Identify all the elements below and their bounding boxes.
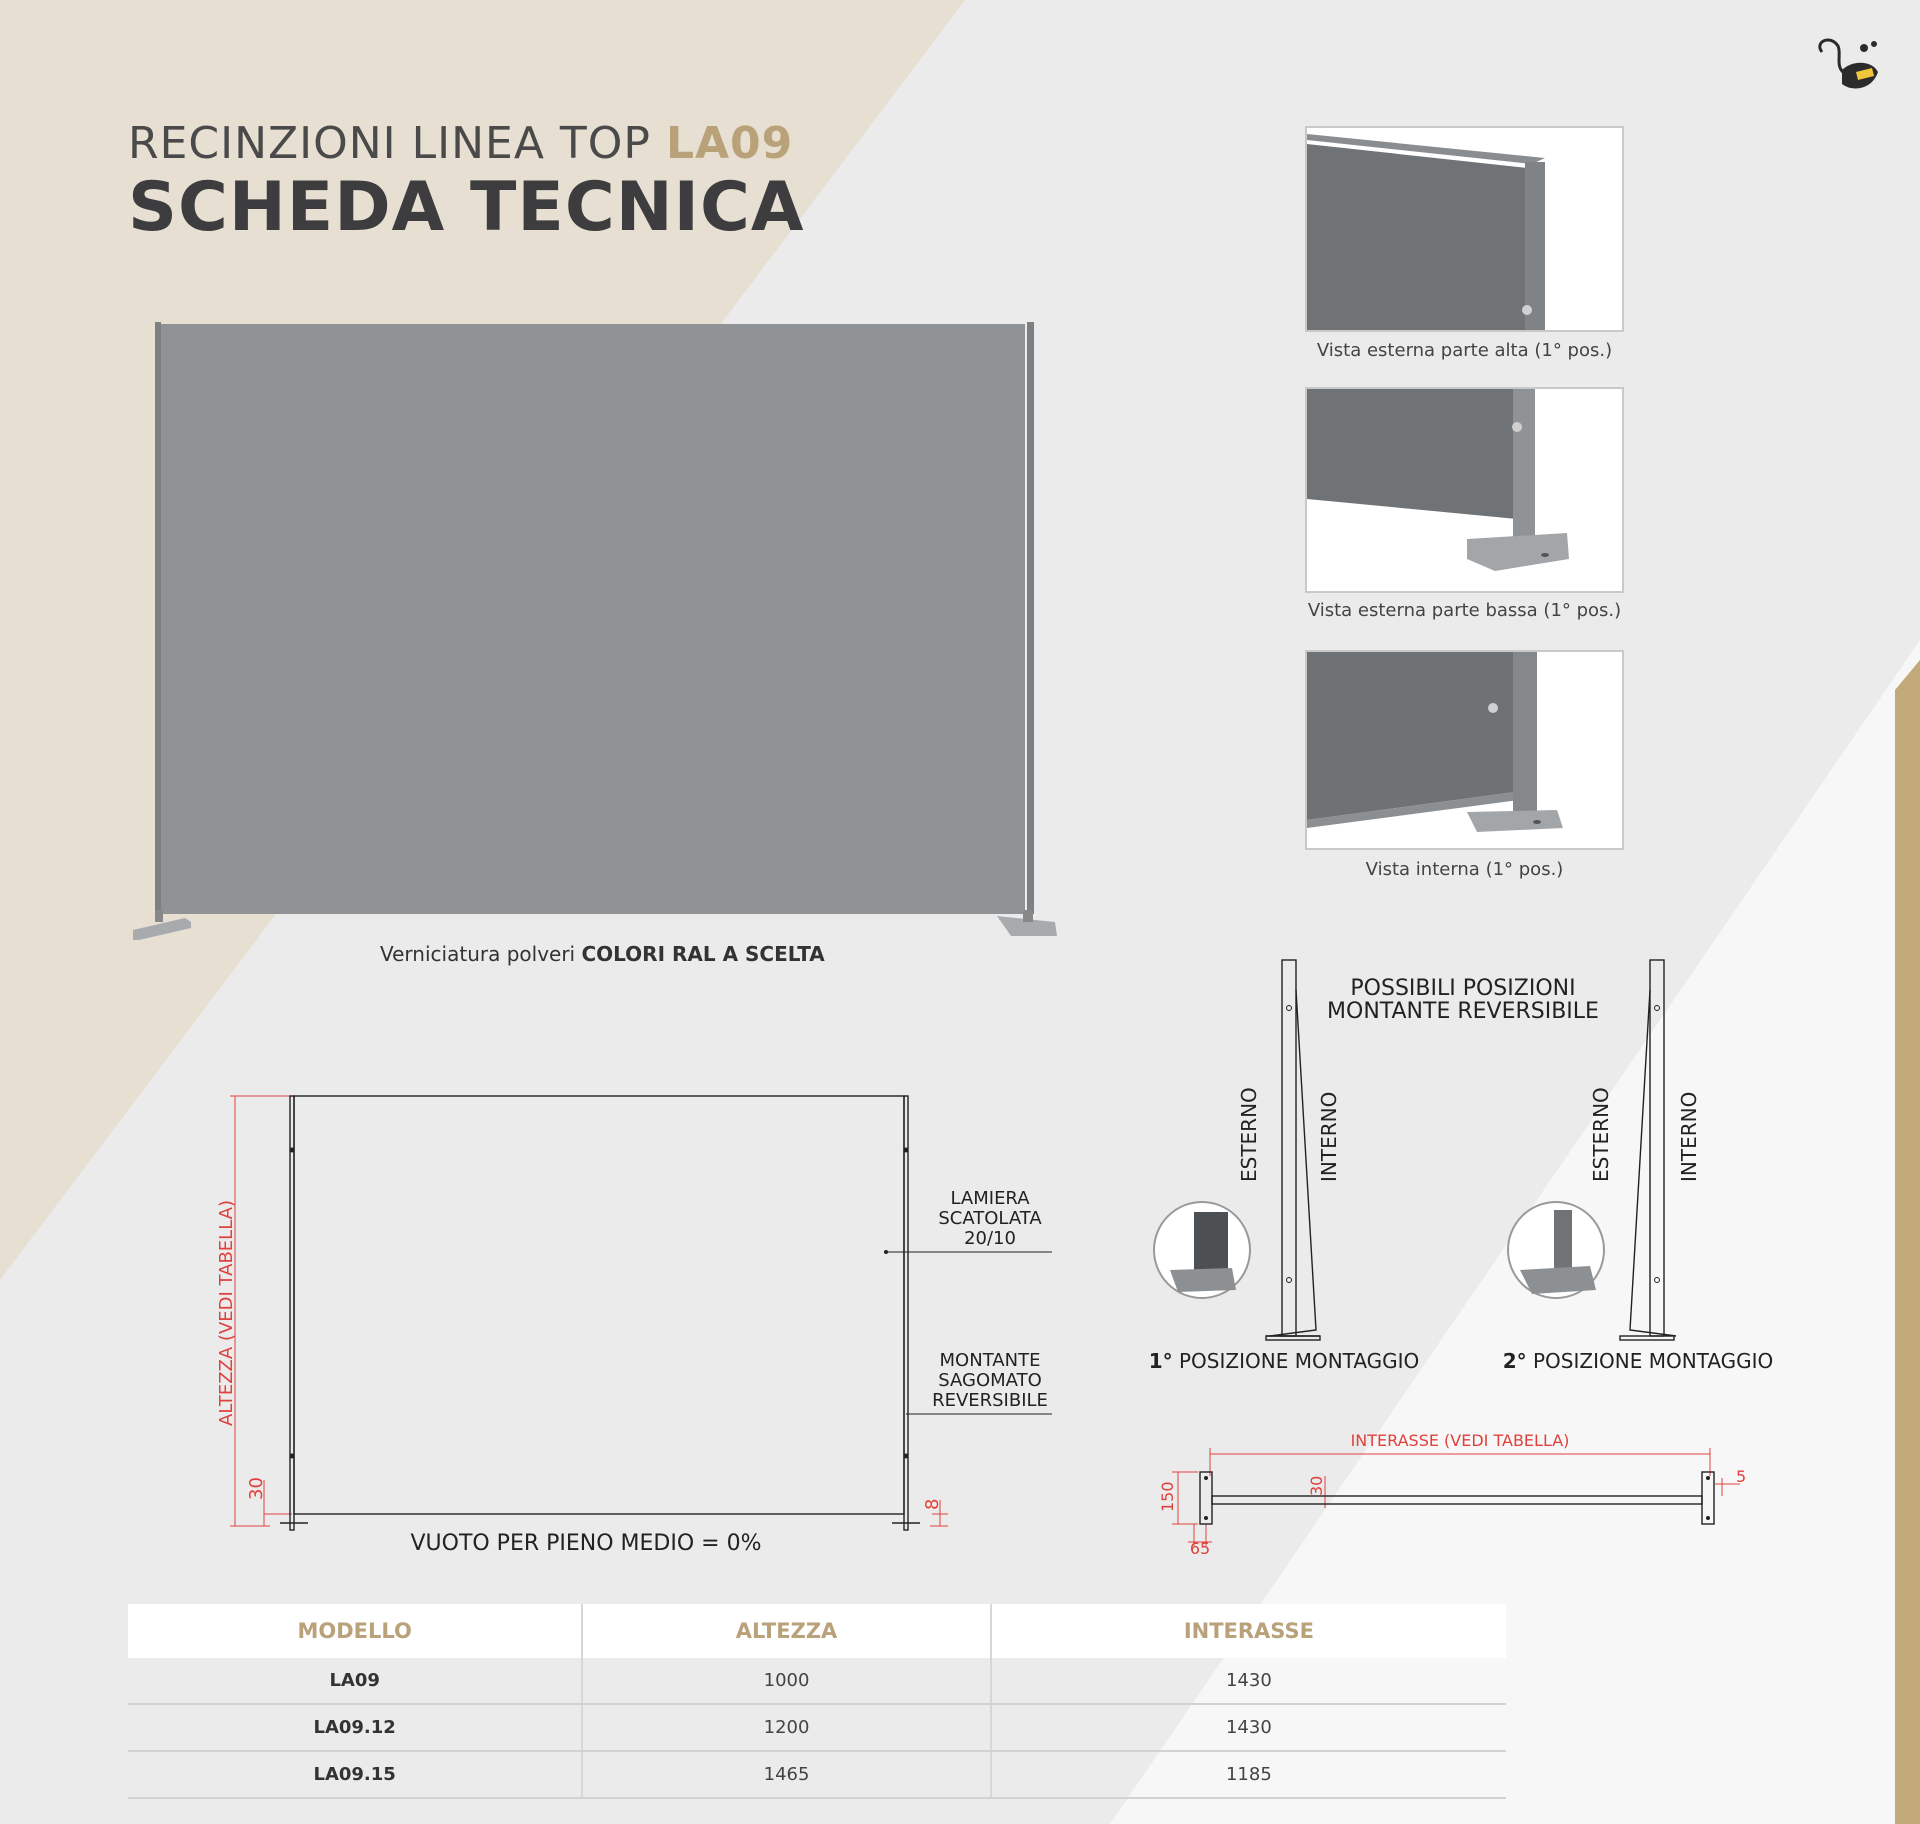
table-row (128, 1751, 1506, 1798)
position-2-text: POSIZIONE MONTAGGIO (1526, 1349, 1774, 1373)
interno-label-2: INTERNO (1677, 1091, 1701, 1182)
cell-spacing: 1430 (991, 1704, 1506, 1751)
dim-30-label: 30 (246, 1477, 267, 1500)
plan-dim-65: 65 (1189, 1539, 1211, 1558)
finish-colors: COLORI RAL A SCELTA (581, 942, 825, 966)
interno-label-1: INTERNO (1317, 1091, 1341, 1182)
col-altezza: ALTEZZA (582, 1604, 990, 1658)
cell-height: 1465 (582, 1751, 990, 1798)
plan-dim-150: 150 (1158, 1481, 1177, 1512)
height-dimension-label: ALTEZZA (VEDI TABELLA) (216, 1200, 237, 1426)
table-header-row (128, 1604, 1506, 1658)
finish-prefix: Verniciatura polveri (380, 942, 582, 966)
sheet-label-3: 20/10 (964, 1228, 1016, 1249)
fence-render (125, 318, 1060, 943)
view-bottom-image (1305, 387, 1624, 593)
table-row (128, 1704, 1506, 1751)
title-code: LA09 (665, 118, 794, 169)
position-1-label (1149, 1349, 1420, 1373)
post-label-2: SAGOMATO (938, 1370, 1042, 1391)
title-line (128, 118, 793, 169)
cell-height: 1200 (582, 1704, 990, 1751)
positions-title-1: POSSIBILI POSIZIONI (1350, 976, 1576, 1001)
esterno-label-1: ESTERNO (1237, 1087, 1261, 1182)
post-label-1: MONTANTE (939, 1350, 1041, 1371)
view-internal-caption: Vista interna (1° pos.) (1365, 859, 1564, 880)
cell-spacing: 1430 (991, 1658, 1506, 1704)
position-1-text: POSIZIONE MONTAGGIO (1172, 1349, 1420, 1373)
cell-height: 1000 (582, 1658, 990, 1704)
finish-caption (380, 942, 825, 966)
plan-dim-30: 30 (1307, 1475, 1326, 1496)
elevation-drawing (200, 1080, 1060, 1560)
cell-model: LA09 (128, 1658, 582, 1704)
post-label-3: REVERSIBILE (932, 1390, 1048, 1411)
positions-title-2: MONTANTE REVERSIBILE (1327, 999, 1599, 1024)
view-top-image (1305, 126, 1624, 332)
spec-table (128, 1604, 1506, 1799)
esterno-label-2: ESTERNO (1589, 1087, 1613, 1182)
sheet-label-1: LAMIERA (950, 1188, 1030, 1209)
view-bottom-caption: Vista esterna parte bassa (1° pos.) (1307, 600, 1622, 621)
position-1-number: 1° (1148, 1349, 1173, 1373)
plan-view-drawing (1150, 1420, 1770, 1560)
cell-model: LA09.12 (128, 1704, 582, 1751)
interasse-label: INTERASSE (VEDI TABELLA) (1350, 1431, 1570, 1450)
bee-logo-icon (1812, 30, 1892, 100)
position-2-label (1503, 1349, 1774, 1373)
dim-8-label: 8 (922, 1498, 943, 1510)
col-modello: MODELLO (128, 1604, 582, 1658)
table-row (128, 1658, 1506, 1704)
cell-spacing: 1185 (991, 1751, 1506, 1798)
view-internal-image (1305, 650, 1624, 850)
void-ratio-label: VUOTO PER PIENO MEDIO = 0% (410, 1531, 762, 1556)
title-prefix: RECINZIONI LINEA TOP (128, 118, 666, 169)
view-top-caption: Vista esterna parte alta (1° pos.) (1316, 340, 1613, 361)
sheet-label-2: SCATOLATA (938, 1208, 1042, 1229)
cell-model: LA09.15 (128, 1751, 582, 1798)
page-title: SCHEDA TECNICA (128, 168, 805, 247)
position-2-number: 2° (1502, 1349, 1527, 1373)
post-positions-diagram (1140, 950, 1800, 1380)
plan-dim-5: 5 (1736, 1467, 1747, 1486)
col-interasse: INTERASSE (991, 1604, 1506, 1658)
